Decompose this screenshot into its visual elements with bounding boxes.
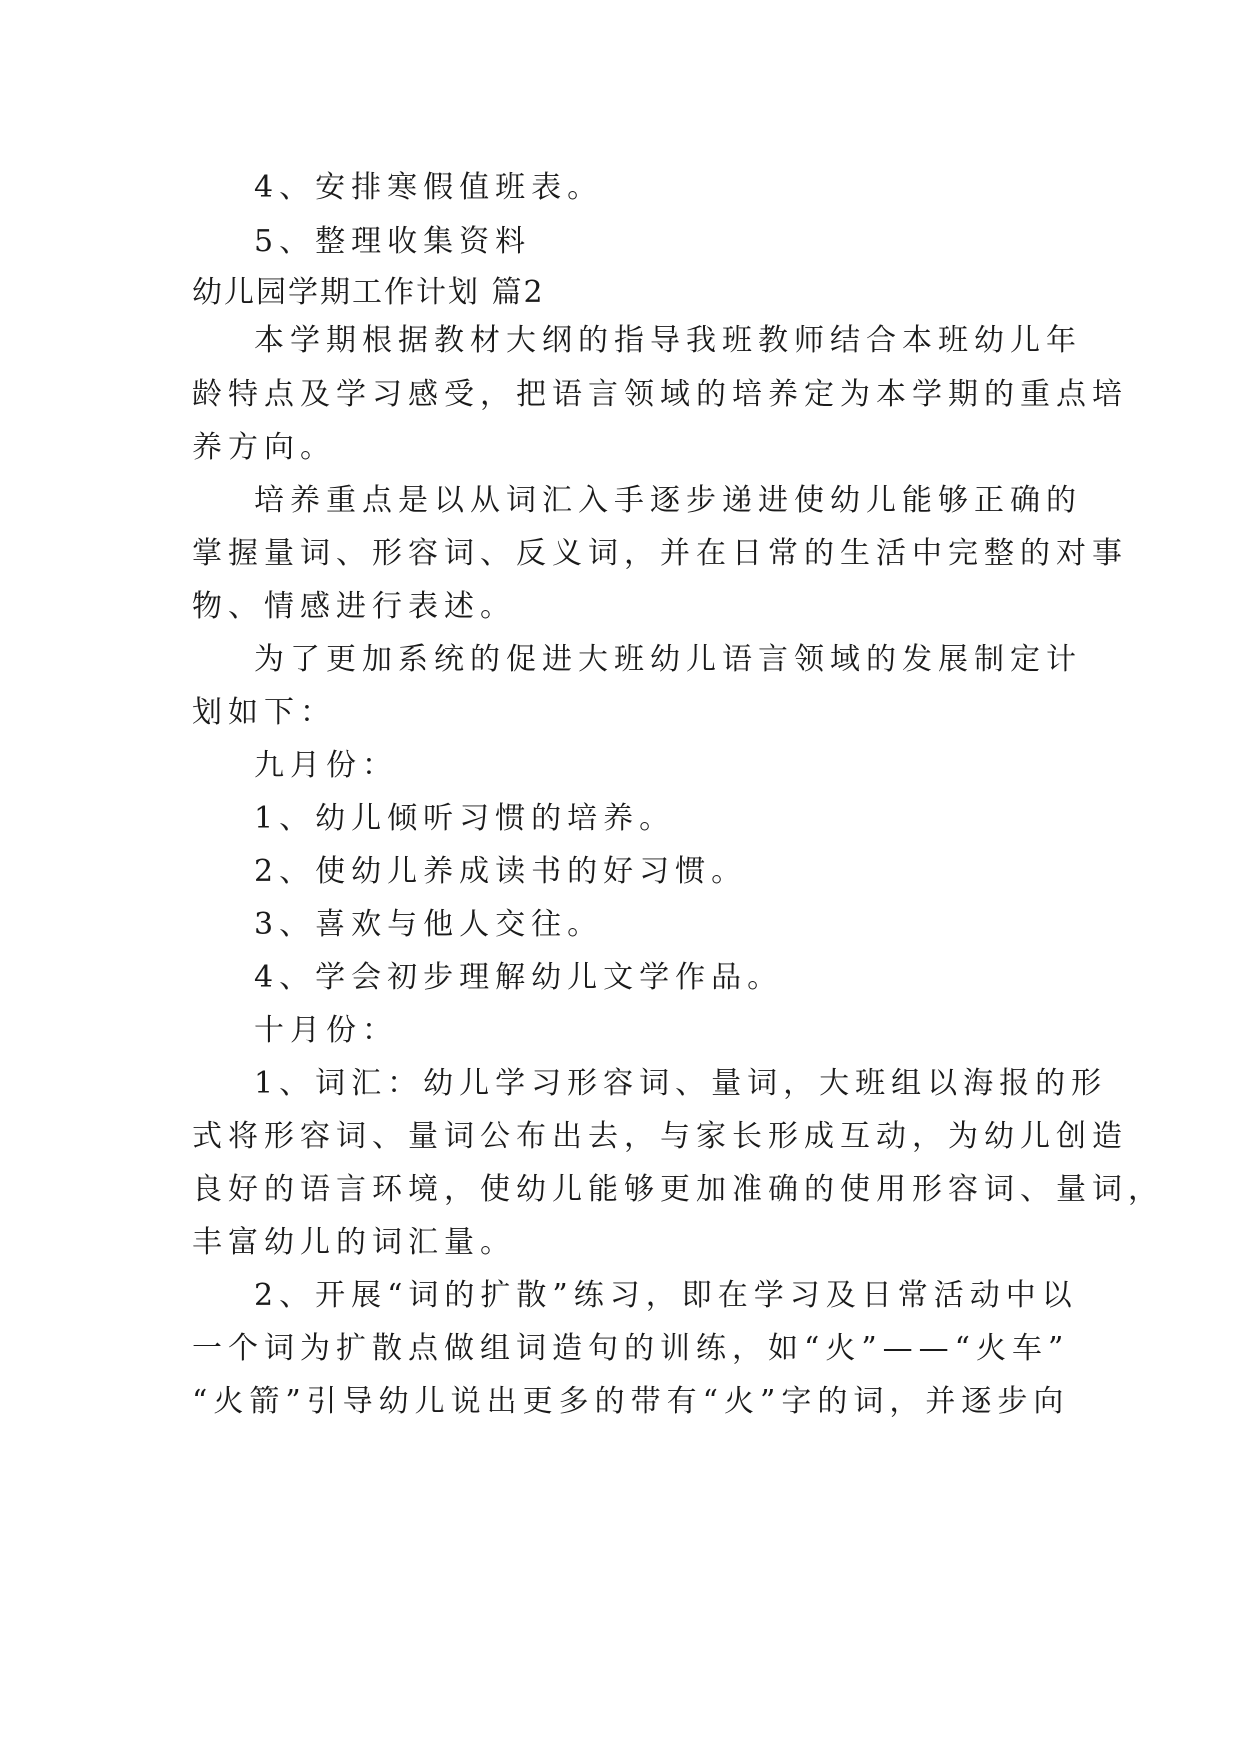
paragraph-line: 龄特点及学习感受，把语言领域的培养定为本学期的重点培 — [192, 377, 1128, 412]
paragraph-line: 丰富幼儿的词汇量。 — [192, 1225, 516, 1260]
list-item-duty-roster: 4、安排寒假值班表。 — [254, 170, 604, 205]
paragraph-line: 1、词汇：幼儿学习形容词、量词，大班组以海报的形 — [254, 1066, 1108, 1101]
month-heading-september: 九月份： — [254, 748, 398, 783]
paragraph-line: 培养重点是以从词汇入手逐步递进使幼儿能够正确的 — [254, 483, 1082, 518]
section-heading: 幼儿园学期工作计划 篇2 — [192, 275, 545, 310]
paragraph-line: “火箭”引导幼儿说出更多的带有“火”字的词，并逐步向 — [192, 1384, 1070, 1419]
list-item-organize-materials: 5、整理收集资料 — [254, 224, 532, 259]
paragraph-line: 为了更加系统的促进大班幼儿语言领域的发展制定计 — [254, 642, 1082, 677]
paragraph-line: 良好的语言环境，使幼儿能够更加准确的使用形容词、量词， — [192, 1172, 1164, 1207]
list-item: 1、幼儿倾听习惯的培养。 — [254, 801, 676, 836]
paragraph-line: 掌握量词、形容词、反义词，并在日常的生活中完整的对事 — [192, 536, 1128, 571]
paragraph-line: 本学期根据教材大纲的指导我班教师结合本班幼儿年 — [254, 323, 1082, 358]
paragraph-line: 式将形容词、量词公布出去，与家长形成互动，为幼儿创造 — [192, 1119, 1128, 1154]
paragraph-line: 划如下： — [192, 695, 336, 730]
paragraph-line: 2、开展“词的扩散”练习，即在学习及日常活动中以 — [254, 1278, 1078, 1313]
list-item: 3、喜欢与他人交往。 — [254, 907, 604, 942]
paragraph-line: 一个词为扩散点做组词造句的训练，如“火”——“火车” — [192, 1331, 1070, 1366]
list-item: 2、使幼儿养成读书的好习惯。 — [254, 854, 748, 889]
month-heading-october: 十月份： — [254, 1013, 398, 1048]
list-item: 4、学会初步理解幼儿文学作品。 — [254, 960, 784, 995]
paragraph-line: 养方向。 — [192, 430, 336, 465]
paragraph-line: 物、情感进行表述。 — [192, 589, 516, 624]
